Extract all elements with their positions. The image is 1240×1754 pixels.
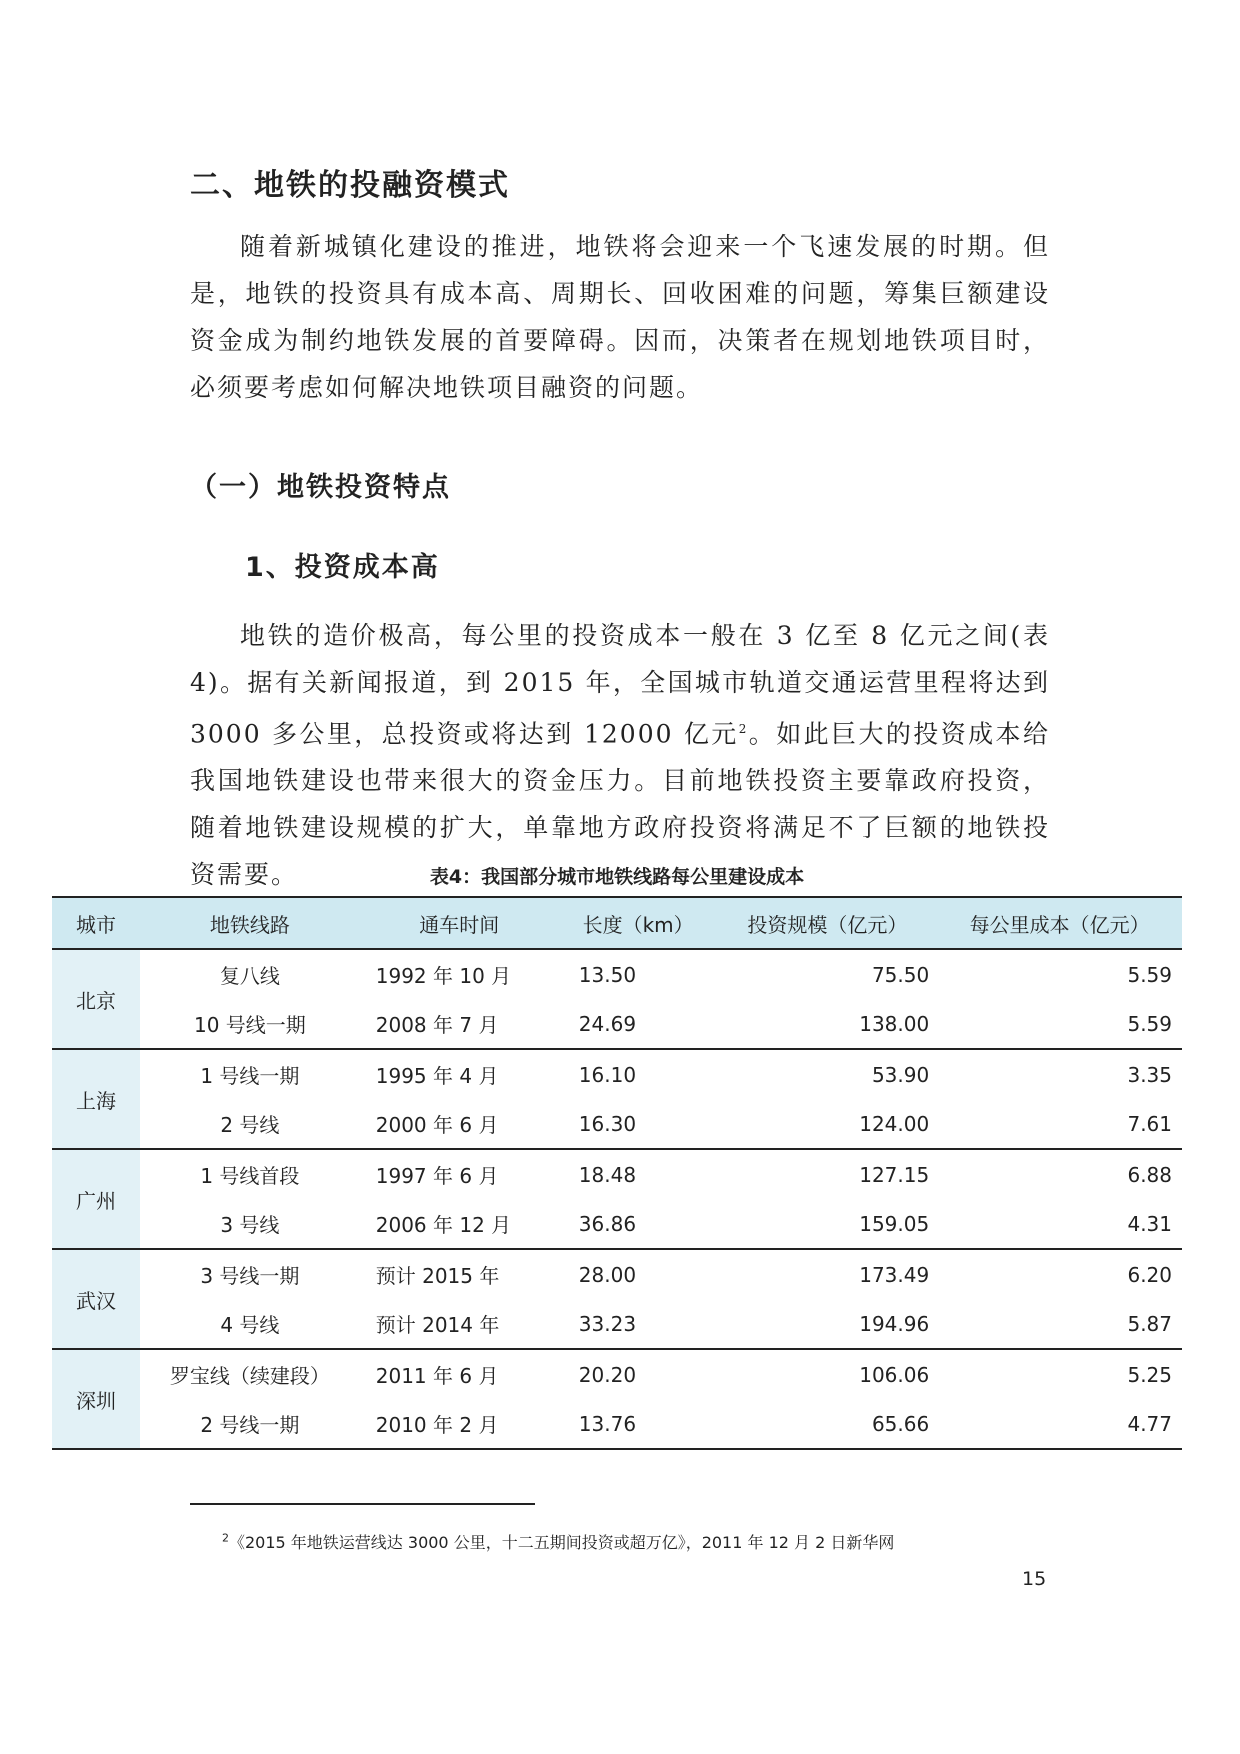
table-row [52, 1399, 1182, 1449]
line-cell: 10 号线一期 [140, 999, 360, 1049]
date-cell: 1997 年 6 月 [375, 1164, 499, 1188]
per-km-cell: 5.87 [937, 1299, 1182, 1349]
length-cell: 13.76 [559, 1399, 718, 1449]
header-date: 通车时间 [360, 897, 559, 949]
length-cell: 33.23 [559, 1299, 718, 1349]
investment-cell: 53.90 [871, 1062, 930, 1087]
date-cell: 2006 年 12 月 [360, 1199, 559, 1249]
line-cell: 1 号线一期 [200, 1064, 300, 1088]
footnote-text: 《2015 年地铁运营线达 3000 公里，十二五期间投资或超万亿》，2011 年 12 月 2 日新华网 [229, 1533, 895, 1552]
header-city: 城市 [52, 897, 140, 949]
length-cell: 18.48 [578, 1162, 637, 1187]
line-cell: 罗宝线（续建段） [169, 1364, 330, 1388]
investment-cell: 173.49 [859, 1262, 930, 1287]
investment-cell: 127.15 [859, 1162, 930, 1187]
per-km-cell: 4.31 [937, 1199, 1182, 1249]
table-row [52, 1099, 1182, 1149]
length-cell: 13.50 [578, 962, 637, 987]
investment-cell: 138.00 [717, 999, 937, 1049]
footnote-marker: 2 [222, 1531, 229, 1545]
table-row [52, 1349, 1182, 1399]
length-cell: 20.20 [578, 1362, 637, 1387]
per-km-cell: 5.25 [1127, 1362, 1172, 1387]
table-header-row [52, 897, 1182, 949]
date-cell: 预计 2015 年 [375, 1264, 500, 1288]
cost-table [52, 896, 1182, 1450]
length-cell: 36.86 [559, 1199, 718, 1249]
body-text-part2: 。如此巨大的投资成本给我国地铁建设也带来很大的资金压力。目前地铁投资主要靠政府投资，随着地铁建设规模的扩大，单靠地方政府投资将满足不了巨额的地铁投资需要。 [190, 719, 1050, 890]
length-cell: 24.69 [559, 999, 718, 1049]
investment-cell: 65.66 [717, 1399, 937, 1449]
investment-cell: 194.96 [717, 1299, 937, 1349]
city-cell: 北京 [52, 949, 140, 1049]
city-cell: 上海 [52, 1049, 140, 1149]
investment-cell: 106.06 [859, 1362, 930, 1387]
page-number: 15 [1022, 1568, 1047, 1590]
per-km-cell: 6.20 [1127, 1262, 1172, 1287]
length-cell: 16.10 [578, 1062, 637, 1087]
header-investment: 投资规模（亿元） [717, 897, 937, 949]
table-row [52, 1049, 1182, 1099]
date-cell: 2000 年 6 月 [360, 1099, 559, 1149]
body-text-part1: 地铁的造价极高，每公里的投资成本一般在 3 亿至 8 亿元之间(表 4)。据有关新闻报道，到 2015 年，全国城市轨道交通运营里程将达到 3000 多公里，总投资或将达到 12000 亿元 [190, 621, 1050, 749]
line-cell: 3 号线一期 [200, 1264, 300, 1288]
per-km-cell: 3.35 [1127, 1062, 1172, 1087]
table-caption: 表4：我国部分城市地铁线路每公里建设成本 [429, 866, 805, 888]
header-length: 长度（km） [559, 897, 718, 949]
per-km-cell: 5.59 [1127, 962, 1172, 987]
body-paragraph [190, 612, 1050, 898]
investment-cell: 159.05 [717, 1199, 937, 1249]
header-per-km: 每公里成本（亿元） [937, 897, 1182, 949]
footnote [222, 1530, 894, 1553]
per-km-cell: 5.59 [937, 999, 1182, 1049]
line-cell: 复八线 [219, 964, 280, 988]
investment-cell: 75.50 [871, 962, 930, 987]
body-paragraph-text [190, 612, 1050, 898]
table-row [52, 1149, 1182, 1199]
investment-cell: 124.00 [717, 1099, 937, 1149]
intro-paragraph-text: 随着新城镇化建设的推进，地铁将会迎来一个飞速发展的时期。但是，地铁的投资具有成本高、周期长、回收困难的问题，筹集巨额建设资金成为制约地铁发展的首要障碍。因而，决策者在规划地铁项目时，必须要考虑如何解决地铁项目融资的问题。 [190, 232, 1050, 402]
table-row [52, 949, 1182, 999]
footnote-divider [190, 1503, 535, 1505]
line-cell: 1 号线首段 [200, 1164, 300, 1188]
length-cell: 28.00 [578, 1262, 637, 1287]
date-cell: 1995 年 4 月 [375, 1064, 499, 1088]
date-cell: 预计 2014 年 [360, 1299, 559, 1349]
line-cell: 2 号线一期 [140, 1399, 360, 1449]
table-row [52, 1199, 1182, 1249]
line-cell: 3 号线 [140, 1199, 360, 1249]
date-cell: 2011 年 6 月 [375, 1364, 499, 1388]
per-km-cell: 4.77 [937, 1399, 1182, 1449]
table-row [52, 1249, 1182, 1299]
city-cell: 武汉 [52, 1249, 140, 1349]
line-cell: 4 号线 [140, 1299, 360, 1349]
date-cell: 2010 年 2 月 [360, 1399, 559, 1449]
table-row [52, 999, 1182, 1049]
intro-paragraph [190, 223, 1050, 411]
header-line: 地铁线路 [140, 897, 360, 949]
section-heading: 二、地铁的投融资模式 [190, 168, 510, 203]
length-cell: 16.30 [559, 1099, 718, 1149]
per-km-cell: 6.88 [1127, 1162, 1172, 1187]
per-km-cell: 7.61 [937, 1099, 1182, 1149]
subsection-heading: （一）地铁投资特点 [190, 472, 451, 503]
date-cell: 2008 年 7 月 [360, 999, 559, 1049]
city-cell: 深圳 [52, 1349, 140, 1449]
footnote-reference[interactable]: 2 [738, 722, 749, 736]
subsubsection-heading: 1、投资成本高 [245, 552, 440, 583]
city-cell: 广州 [52, 1149, 140, 1249]
line-cell: 2 号线 [140, 1099, 360, 1149]
table-row [52, 1299, 1182, 1349]
date-cell: 1992 年 10 月 [375, 964, 512, 988]
